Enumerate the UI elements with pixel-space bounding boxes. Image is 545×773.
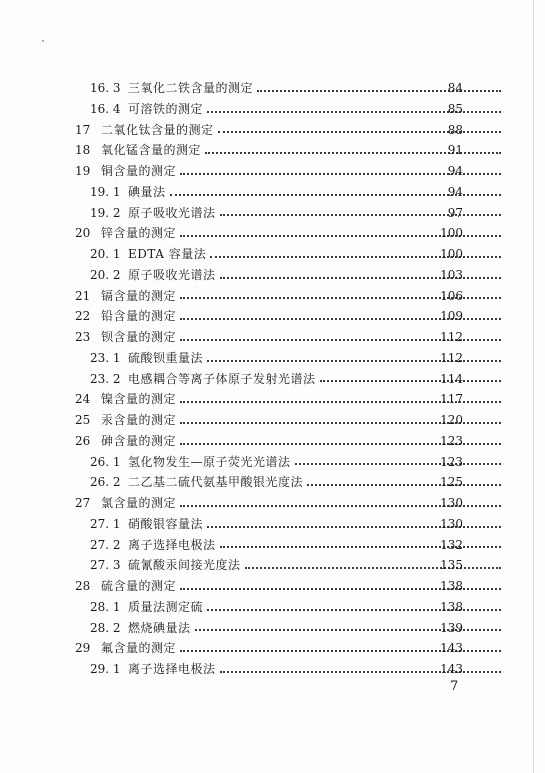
toc-entry-page: 100 (440, 247, 463, 261)
toc-entry-page: 138 (440, 599, 463, 614)
toc-entry-title: 铜含量的测定 (101, 164, 177, 178)
toc-entry-title: 原子吸收光谱法 (128, 205, 216, 220)
toc-entry-title: 铅含量的测定 (101, 309, 177, 324)
toc-entry-title: 碘量法 (128, 184, 166, 199)
toc-entry (0, 555, 545, 576)
toc-entry (0, 597, 545, 618)
toc-entry (0, 348, 545, 369)
toc-entry-page: 97 (447, 205, 463, 220)
toc-entry-title: 二氧化钛含量的测定 (101, 122, 214, 137)
toc-entry-number: 19 (75, 164, 91, 178)
toc-entry-number: 27 (75, 496, 91, 510)
toc-entry-page: 103 (440, 267, 463, 282)
toc-entry-title: 氟含量的测定 (101, 641, 177, 656)
toc-entry-title: 硫酸钡重量法 (128, 350, 204, 365)
toc-entry-number: 26. 2 (90, 475, 121, 490)
scan-speck (42, 40, 44, 42)
toc-entry (0, 244, 545, 265)
toc-entry (0, 286, 545, 307)
toc-entry-title: 离子选择电极法 (128, 662, 216, 676)
toc-entry-number: 26. 1 (90, 454, 121, 469)
toc-entry-page: 123 (440, 454, 463, 469)
toc-entry-title: 质量法测定硫 (128, 599, 204, 614)
toc-entry-page: 120 (440, 413, 463, 427)
toc-entry-title: 硫氰酸汞间接光度法 (128, 558, 241, 573)
toc-entry-title: 镍含量的测定 (101, 392, 177, 407)
toc-entry-number: 26 (75, 433, 91, 448)
toc-entry-number: 20. 1 (90, 247, 121, 261)
toc-entry-page: 123 (440, 433, 463, 448)
toc-entry-number: 16. 4 (90, 101, 121, 116)
toc-entry-title: 硫含量的测定 (101, 579, 177, 593)
toc-entry-page: 130 (440, 516, 463, 531)
toc-entry-number: 27. 2 (90, 537, 121, 552)
toc-entry-page: 130 (440, 496, 463, 510)
toc-entry-number: 21 (75, 288, 91, 303)
toc-entry-number: 23. 1 (90, 350, 121, 365)
toc-entry-page: 94 (447, 164, 463, 178)
toc-entry-page: 117 (440, 392, 463, 407)
toc-entry-page: 138 (440, 579, 463, 593)
toc-entry (0, 120, 545, 141)
toc-entry-number: 28. 1 (90, 599, 121, 614)
toc-entry-number: 20. 2 (90, 267, 121, 282)
toc-entry-number: 23. 2 (90, 371, 121, 386)
page-number: 7 (450, 679, 459, 694)
toc-entry-number: 17 (75, 122, 91, 137)
toc-entry-page: 112 (440, 330, 463, 344)
toc-entry (0, 535, 545, 556)
toc-entry (0, 306, 545, 327)
toc-entry (0, 99, 545, 120)
dot-leader (307, 483, 501, 486)
toc-entry-number: 20 (75, 226, 91, 241)
toc-entry-page: 84 (447, 81, 463, 95)
toc-entry-page: 100 (440, 226, 463, 241)
toc-entry-number: 19. 1 (90, 184, 121, 199)
toc-entry-page: 132 (440, 537, 463, 552)
toc-entry-title: 二乙基二硫代氨基甲酸银光度法 (128, 475, 304, 490)
toc-entry (0, 410, 545, 431)
toc-entry-title: 砷含量的测定 (101, 433, 177, 448)
toc-entry (0, 203, 545, 224)
toc-entry-page: 88 (447, 122, 463, 137)
toc-entry-page: 139 (440, 620, 463, 635)
toc-entry (0, 493, 545, 514)
toc-entry-page: 91 (447, 143, 463, 158)
toc-entry-title: 镉含量的测定 (101, 288, 177, 303)
toc-entry-number: 27. 1 (90, 516, 121, 531)
toc-entry-number: 28 (75, 579, 91, 593)
toc-entry (0, 514, 545, 535)
toc-entry-title: 氯含量的测定 (101, 496, 177, 510)
toc-entry-title: 原子吸收光谱法 (128, 267, 216, 282)
toc-entry-number: 27. 3 (90, 558, 121, 573)
toc-entry-number: 23 (75, 330, 91, 344)
toc-entry-title: 电感耦合等离子体原子发射光谱法 (128, 371, 316, 386)
toc-entry-number: 28. 2 (90, 620, 121, 635)
dot-leader (320, 379, 501, 382)
toc-entry-page: 143 (440, 662, 463, 676)
toc-entry (0, 327, 545, 348)
toc-entry (0, 638, 545, 659)
toc-entry-title: 钡含量的测定 (101, 330, 177, 344)
toc-entry-title: 锌含量的测定 (101, 226, 177, 241)
toc-entry-number: 18 (75, 143, 91, 158)
toc-entry (0, 78, 545, 99)
toc-entry (0, 576, 545, 597)
toc-entry-page: 94 (447, 184, 463, 199)
toc-entry (0, 389, 545, 410)
toc-entry-title: EDTA 容量法 (128, 247, 207, 261)
toc-entry-title: 氢化物发生—原子荧光光谱法 (128, 454, 291, 469)
toc-entry-page: 125 (440, 475, 463, 490)
toc-entry-page: 106 (440, 288, 463, 303)
toc-entry-title: 氧化锰含量的测定 (101, 143, 202, 158)
toc-entry (0, 140, 545, 161)
toc-entry (0, 452, 545, 473)
toc-entry-title: 三氧化二铁含量的测定 (128, 81, 254, 95)
toc-entry (0, 472, 545, 493)
toc-entry-number: 29 (75, 641, 91, 656)
toc-entry (0, 265, 545, 286)
toc-entry-page: 85 (447, 101, 463, 116)
table-of-contents (0, 78, 545, 680)
toc-entry (0, 659, 545, 680)
toc-entry-number: 16. 3 (90, 81, 121, 95)
toc-entry-title: 燃烧碘量法 (128, 620, 191, 635)
toc-entry (0, 618, 545, 639)
dot-leader (295, 462, 501, 465)
toc-entry (0, 369, 545, 390)
dot-leader (257, 89, 501, 92)
toc-entry-number: 19. 2 (90, 205, 121, 220)
toc-entry (0, 431, 545, 452)
toc-entry-page: 143 (440, 641, 463, 656)
toc-entry-page: 114 (440, 371, 463, 386)
toc-entry-number: 24 (75, 392, 91, 407)
toc-entry-number: 25 (75, 413, 91, 427)
toc-entry (0, 161, 545, 182)
toc-entry-page: 109 (440, 309, 463, 324)
toc-entry-page: 112 (440, 350, 463, 365)
toc-entry (0, 223, 545, 244)
toc-entry-title: 硝酸银容量法 (128, 516, 204, 531)
toc-entry-title: 汞含量的测定 (101, 413, 177, 427)
toc-entry-number: 29. 1 (90, 662, 121, 676)
toc-entry (0, 182, 545, 203)
toc-entry-title: 可溶铁的测定 (128, 101, 204, 116)
toc-entry-page: 135 (440, 558, 463, 573)
toc-entry-title: 离子选择电极法 (128, 537, 216, 552)
toc-entry-number: 22 (75, 309, 91, 324)
